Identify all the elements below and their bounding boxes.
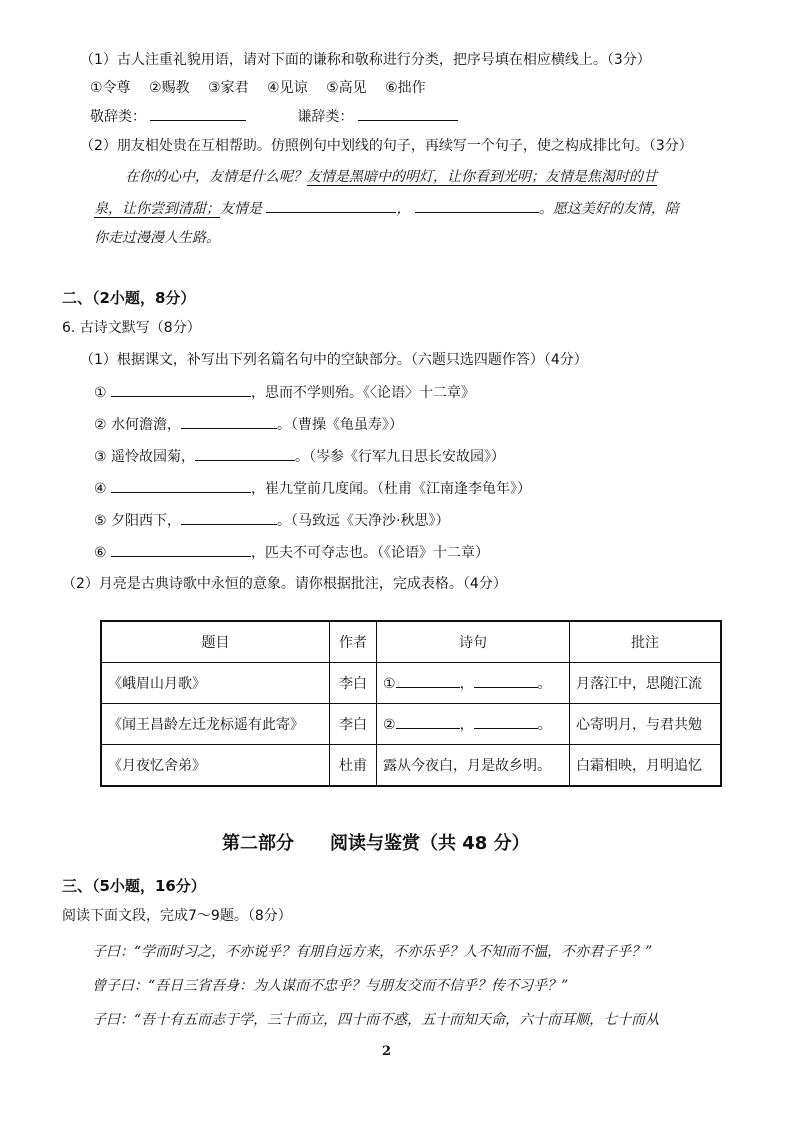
cell-note: 月落江中，思随江流 (570, 663, 722, 704)
verse-blank-2a[interactable] (396, 714, 460, 729)
example-underlined-2: 泉，让你尝到清甜； (94, 201, 220, 217)
part-2-title: 第二部分 阅读与鉴赏（共 48 分） (222, 833, 530, 854)
section-2-header: 二、（2小题，8分） (62, 289, 196, 307)
table-row (101, 663, 721, 704)
cell-author: 李白 (330, 704, 377, 745)
recite-item-2 (94, 414, 403, 435)
item-text: 遥怜故园菊， (111, 449, 196, 465)
cell-author: 李白 (330, 663, 377, 704)
item-text: 。（岑参《行军九日思长安故园》） (295, 449, 506, 465)
reading-intro: 阅读下面文段，完成7～9题。（8分） (62, 908, 292, 924)
passage-para-2: 曾子曰：“吾日三省吾身：为人谋而不忠乎？与朋友交而不信乎？传不习乎？” (92, 978, 569, 994)
header-note: 批注 (570, 621, 722, 663)
option-2: ②赐教 (149, 80, 190, 96)
header-title: 题目 (101, 621, 330, 663)
item-text: ，匹夫不可夺志也。（《论语》十二章） (251, 545, 490, 561)
item-text: ，崔九堂前几度闻。（杜甫《江南逢李龟年》） (251, 481, 532, 497)
example-line-2: 泉，让你尝到清甜；友情是 ， 。愿这美好的友情，陪 (94, 198, 679, 219)
option-1: ①令尊 (90, 80, 131, 96)
page-number: 2 (382, 1044, 392, 1059)
section-3-header: 三、（5小题，16分） (62, 877, 206, 895)
example-underlined-1: 友情是黑暗中的明灯，让你看到光明；友情是焦渴时的甘 (307, 169, 657, 185)
honorific-blank[interactable] (150, 106, 246, 121)
table-row (101, 704, 721, 745)
item-text: 。（马致远《天净沙·秋思》） (277, 513, 450, 529)
continuation-blank-2[interactable] (415, 198, 539, 213)
recite-blank-1[interactable] (111, 382, 251, 397)
cell-note: 心寄明月，与君共勉 (570, 704, 722, 745)
recite-blank-4[interactable] (111, 478, 251, 493)
verse-number: ② (383, 717, 396, 733)
option-6: ⑥拙作 (385, 80, 426, 96)
cell-verse: ② ， 。 (377, 704, 570, 745)
passage-para-1: 子曰：“学而时习之，不亦说乎？有朋自远方来，不亦乐乎？人不知而不愠，不亦君子乎？” (92, 944, 653, 960)
cell-verse: 露从今夜白，月是故乡明。 (377, 745, 570, 787)
example-line-3: 你走过漫漫人生路。 (94, 230, 220, 246)
item-text: ，思而不学则殆。《〈论语〉十二章》 (251, 385, 476, 401)
q6-title: 6. 古诗文默写（8分） (62, 320, 201, 336)
recite-blank-6[interactable] (111, 542, 251, 557)
verse-blank-1b[interactable] (474, 673, 538, 688)
cell-title: 《峨眉山月歌》 (101, 663, 330, 704)
example-ending: 。愿这美好的友情，陪 (538, 201, 679, 217)
option-4: ④见谅 (267, 80, 308, 96)
option-3: ③家君 (208, 80, 249, 96)
cell-note: 白霜相映，月明追忆 (570, 745, 722, 787)
recite-item-1 (94, 382, 475, 403)
option-5: ⑤高见 (326, 80, 367, 96)
recite-blank-5[interactable] (181, 510, 277, 525)
item-number: ④ (94, 481, 107, 497)
recite-item-3 (94, 446, 505, 467)
item-number: ⑤ (94, 513, 107, 529)
q5-part2-text: （2）朋友相处贵在互相帮助。仿照例句中划线的句子，再续写一个句子，使之构成排比句。（3分） (80, 138, 693, 154)
verse-blank-1a[interactable] (396, 673, 460, 688)
verse-number: ① (383, 676, 396, 692)
item-text: 。（曹操《龟虽寿》） (277, 417, 404, 433)
recite-item-5 (94, 510, 449, 531)
recite-item-6 (94, 542, 489, 563)
item-number: ⑥ (94, 545, 107, 561)
cell-author: 杜甫 (330, 745, 377, 787)
header-author: 作者 (330, 621, 377, 663)
recite-blank-2[interactable] (181, 414, 277, 429)
table-row (101, 745, 721, 787)
q6-part2-text: （2）月亮是古典诗歌中永恒的意象。请你根据批注，完成表格。（4分） (62, 576, 507, 592)
recite-item-4 (94, 478, 531, 499)
moon-poem-table (100, 620, 722, 787)
item-text: 水何澹澹， (111, 417, 182, 433)
recite-blank-3[interactable] (195, 446, 295, 461)
options-row (90, 78, 440, 98)
honorific-label: 敬辞类： (90, 109, 146, 125)
passage-para-3: 子曰：“吾十有五而志于学，三十而立，四十而不惑，五十而知天命，六十而耳顺，七十而从 (92, 1012, 660, 1028)
item-number: ② (94, 417, 107, 433)
item-text: 夕阳西下， (111, 513, 182, 529)
example-intro: 在你的心中，友情是什么呢？ (125, 169, 307, 185)
humble-blank[interactable] (358, 106, 458, 121)
humble-label: 谦辞类： (297, 109, 354, 125)
cell-title: 《闻王昌龄左迁龙标遥有此寄》 (101, 704, 330, 745)
q6-part1-text: （1）根据课文，补写出下列名篇名句中的空缺部分。（六题只选四题作答）（4分） (80, 352, 588, 368)
example-line-1 (125, 167, 657, 187)
cell-verse: ① ， 。 (377, 663, 570, 704)
table-header-row (101, 621, 721, 663)
item-number: ① (94, 385, 107, 401)
header-verse: 诗句 (377, 621, 570, 663)
classification-row (90, 106, 458, 127)
continuation-blank-1[interactable] (266, 198, 396, 213)
friendship-is-label: 友情是 (220, 201, 262, 217)
item-number: ③ (94, 449, 107, 465)
verse-blank-2b[interactable] (474, 714, 538, 729)
cell-title: 《月夜忆舍弟》 (101, 745, 330, 787)
q5-part1-text: （1）古人注重礼貌用语，请对下面的谦称和敬称进行分类，把序号填在相应横线上。（3分） (80, 52, 651, 68)
